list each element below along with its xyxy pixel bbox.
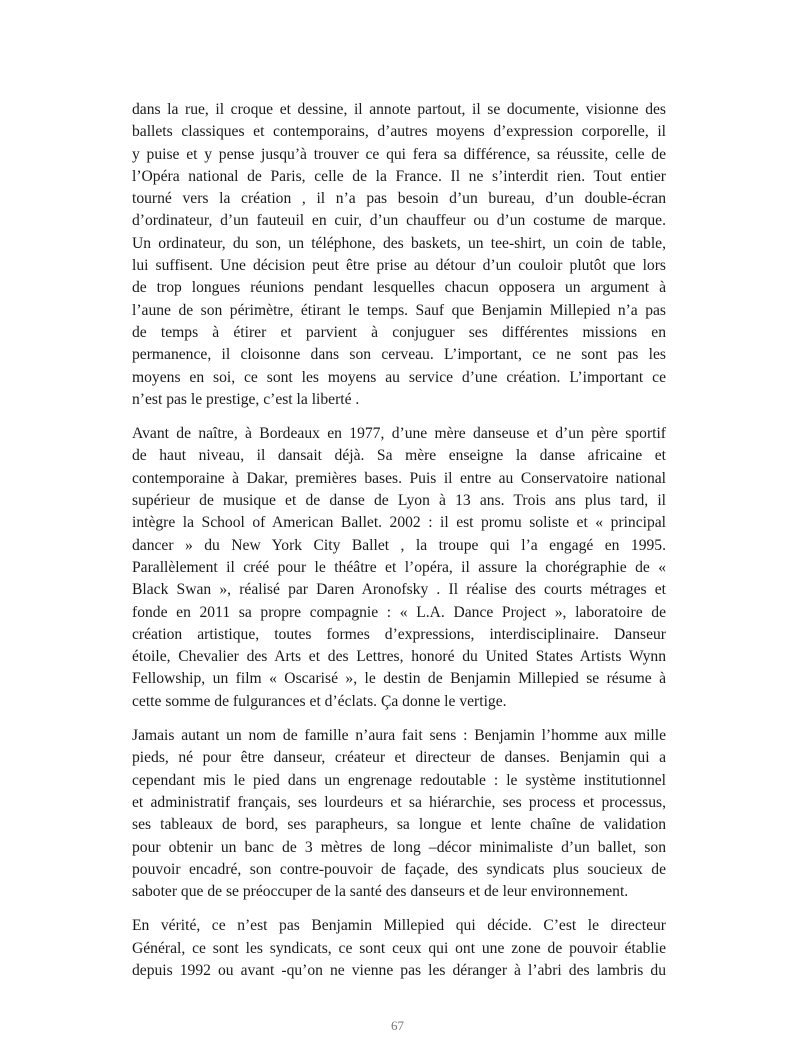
text-line: de haut niveau, il dansait déjà. Sa mère enseigne la danse africaine et <box>132 447 666 465</box>
text-line: cette somme de fulgurances et d’éclats. Ça donne le vertige. <box>132 692 507 710</box>
text-line: de temps à étirer et parvient à conjuguer ses différentes missions en <box>132 323 666 341</box>
text-line: n’est pas le prestige, c’est la liberté . <box>132 390 360 408</box>
text-line: fonde en 2011 sa propre compagnie : « L.A. Dance Project », laboratoire de <box>132 603 666 621</box>
text-line: dans la rue, il croque et dessine, il annote partout, il se documente, visionne des <box>132 101 666 118</box>
text-line: En vérité, ce n’est pas Benjamin Millepied qui décide. C’est le directeur <box>132 917 666 935</box>
text-line: Fellowship, un film « Oscarisé », le destin de Benjamin Millepied se résume à <box>132 670 666 688</box>
text-line: et administratif français, ses lourdeurs et sa hiérarchie, ses process et processus, <box>132 793 666 811</box>
text-line: étoile, Chevalier des Arts et des Lettres, honoré du United States Artists Wynn <box>132 648 666 666</box>
text-line: ses tableaux de bord, ses parapheurs, sa longue et lente chaîne de validation <box>132 816 666 834</box>
text-line: moyens en soi, ce sont les moyens au service d’une création. L’important ce <box>132 368 666 386</box>
text-line: pieds, né pour être danseur, créateur et directeur de danses. Benjamin qui a <box>132 749 666 767</box>
text-line: Un ordinateur, du son, un téléphone, des baskets, un tee-shirt, un coin de table, <box>132 234 666 252</box>
text-line: de trop longues réunions pendant lesquelles chacun opposera un argument à <box>132 279 666 297</box>
text-line: pour obtenir un banc de 3 mètres de long –décor minimaliste d’un ballet, son <box>132 838 666 856</box>
text-line: intègre la School of American Ballet. 2002 : il est promu soliste et « principal <box>132 514 666 532</box>
text-line: l’Opéra national de Paris, celle de la France. Il ne s’interdit rien. Tout entier <box>132 167 666 185</box>
page-number: 67 <box>391 1018 404 1033</box>
text-line: Avant de naître, à Bordeaux en 1977, d’une mère danseuse et d’un père sportif <box>132 425 666 443</box>
text-line: Général, ce sont les syndicats, ce sont ceux qui ont une zone de pouvoir établie <box>132 939 666 957</box>
text-line: permanence, il cloisonne dans son cerveau. L’important, ce ne sont pas les <box>132 346 666 364</box>
document-page-body <box>132 99 666 994</box>
text-line: contemporaine à Dakar, premières bases. Puis il entre au Conservatoire national <box>132 469 666 487</box>
paragraph <box>132 99 666 411</box>
text-line: tourné vers la création , il n’a pas besoin d’un bureau, d’un double-écran <box>132 190 666 208</box>
text-line: depuis 1992 ou avant -qu’on ne vienne pas les déranger à l’abri des lambris du <box>132 961 666 979</box>
text-line: supérieur de musique et de danse de Lyon à 13 ans. Trois ans plus tard, il <box>132 492 666 510</box>
paragraph <box>132 423 666 713</box>
text-line: saboter que de se préoccuper de la santé des danseurs et de leur environnement. <box>132 883 629 901</box>
paragraph <box>132 915 666 982</box>
text-line: ballets classiques et contemporains, d’autres moyens d’expression corporelle, il <box>132 123 666 141</box>
text-line: Black Swan », réalisé par Daren Aronofsky . Il réalise des courts métrages et <box>132 581 666 599</box>
text-line: lui suffisent. Une décision peut être prise au détour d’un couloir plutôt que lors <box>132 257 666 275</box>
paragraph <box>132 725 666 903</box>
text-line: création artistique, toutes formes d’expressions, interdisciplinaire. Danseur <box>132 625 666 643</box>
text-line: pouvoir encadré, son contre-pouvoir de façade, des syndicats plus soucieux de <box>132 860 666 878</box>
text-line: Jamais autant un nom de famille n’aura fait sens : Benjamin l’homme aux mille <box>132 727 666 745</box>
text-line: Parallèlement il créé pour le théâtre et l’opéra, il assure la chorégraphie de « <box>132 558 666 576</box>
text-line: d’ordinateur, d’un fauteuil en cuir, d’un chauffeur ou d’un costume de marque. <box>132 212 666 230</box>
text-line: y puise et y pense jusqu’à trouver ce qui fera sa différence, sa réussite, celle de <box>132 145 666 163</box>
text-line: l’aune de son périmètre, étirant le temps. Sauf que Benjamin Millepied n’a pas <box>132 301 666 319</box>
text-line: cependant mis le pied dans un engrenage redoutable : le système institutionnel <box>132 771 666 789</box>
text-line: dancer » du New York City Ballet , la troupe qui l’a engagé en 1995. <box>132 536 666 554</box>
